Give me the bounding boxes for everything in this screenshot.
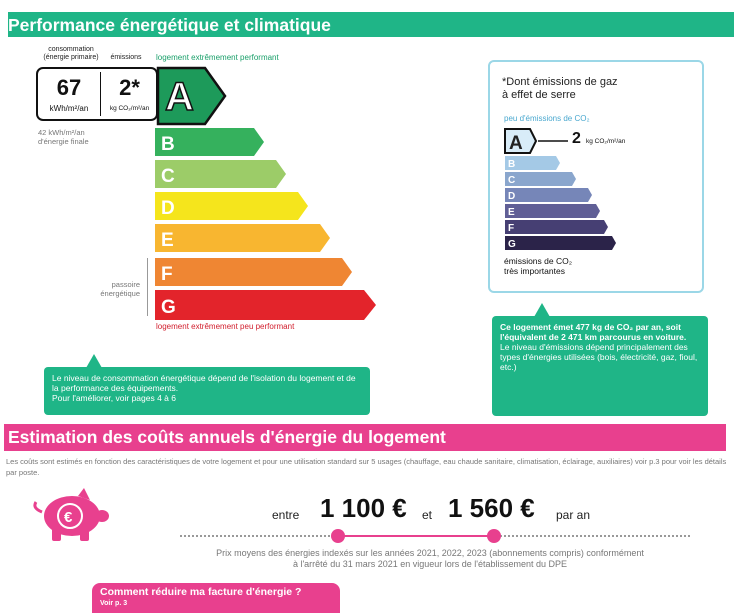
costs-high-value: 1 560 € (448, 493, 535, 523)
energy-scale (150, 60, 390, 340)
ghg-unit: kg CO₂/m²/an (586, 138, 626, 145)
ghg-class-d-letter: D (508, 191, 516, 202)
energy-callout-pointer (86, 354, 102, 368)
ghg-top-label: peu d'émissions de CO₂ (504, 114, 590, 123)
energy-class-c-letter: C (161, 166, 175, 187)
ghg-class-c-arrow (505, 172, 576, 186)
costs-note: Prix moyens des énergies indexés sur les années 2021, 2022, 2023 (abonnements compris) conformément à l'arrêté du 31 mars 2021 en vigueur lors de l'établissement du DPE (216, 548, 644, 569)
consumption-value: 67 (56, 75, 82, 100)
energy-class-g-arrow (155, 290, 376, 320)
ghg-callout-pointer (534, 303, 550, 317)
energy-class-a-letter: A (165, 75, 194, 119)
costs-section-title: Estimation des coûts annuels d'énergie du logement (8, 427, 446, 447)
ghg-box (488, 60, 704, 293)
ghg-callout (492, 316, 708, 416)
consumption-label: consommation (énergie primaire) (43, 46, 99, 61)
ghg-class-e-arrow (505, 204, 600, 218)
ghg-class-b-letter: B (508, 159, 516, 170)
cost-range-bar (337, 535, 494, 537)
cost-low-marker (331, 529, 345, 543)
reduce-bill-title: Comment réduire ma facture d'énergie ? (100, 586, 302, 598)
passoire-bracket (147, 258, 148, 316)
costs-and: et (422, 508, 433, 522)
ghg-value: 2 (572, 130, 581, 147)
ghg-bottom-label: émissions de CO₂ très importantes (504, 256, 573, 276)
costs-intro: Les coûts sont estimés en fonction des caractéristiques de votre logement et pour une utilisation standard sur 5 usages (chauffage, eau chaude sanitaire, climatisation, éclairage, auxiliaires) voir p.3 pour voir les détails par poste. (6, 457, 727, 477)
ghg-class-d-arrow (505, 188, 592, 202)
svg-text:€: € (64, 509, 73, 526)
piggy-bank-icon (28, 486, 112, 544)
energy-class-e-arrow (155, 224, 330, 252)
emissions-label: émissions (110, 54, 142, 61)
ghg-class-f-arrow (505, 220, 608, 234)
ghg-class-c-letter: C (508, 175, 516, 186)
energy-class-d-letter: D (161, 198, 175, 219)
ghg-callout-bold: Ce logement émet 477 kg de CO₂ par an, soit l'équivalent de 2 471 km parcourus en voiture. (500, 322, 687, 342)
ghg-class-e-letter: E (508, 207, 515, 218)
ghg-callout-text: Le niveau d'émissions dépend principalement des types d'énergies utilisées (bois, électricité, gaz, fioul, etc.) (500, 342, 698, 372)
energy-class-d-arrow (155, 192, 308, 220)
ghg-class-g-arrow (505, 236, 616, 250)
energy-bottom-label: logement extrêmement peu performant (156, 322, 295, 331)
reduce-bill-sub: Voir p. 3 (100, 600, 128, 607)
emissions-unit: kg CO₂/m²/an (109, 105, 150, 112)
ghg-class-a-letter: A (509, 133, 523, 154)
consumption-box (36, 67, 158, 121)
ghg-class-g-letter: G (508, 239, 516, 250)
final-energy-note: 42 kWh/m²/an d'énergie finale (38, 128, 89, 146)
passoire-label: passoire énergétique (100, 280, 140, 298)
energy-section-title: Performance énergétique et climatique (8, 15, 331, 35)
cost-high-marker (487, 529, 501, 543)
ghg-class-f-letter: F (508, 223, 515, 234)
energy-callout: Le niveau de consommation énergétique dépend de l'isolation du logement et de la performance des équipements. Pour l'améliorer, voir pages 4 à 6 (44, 367, 370, 415)
ghg-scale (500, 126, 700, 256)
energy-class-f-arrow (155, 258, 352, 286)
energy-class-g-letter: G (161, 297, 176, 318)
consumption-unit: kWh/m²/an (49, 104, 89, 113)
costs-per-year: par an (556, 508, 591, 522)
energy-class-b-letter: B (161, 134, 175, 155)
ghg-title: *Dont émissions de gaz à effet de serre (502, 76, 618, 101)
costs-between: entre (272, 508, 300, 522)
costs-section-header (4, 424, 726, 451)
energy-section-header (8, 12, 734, 37)
costs-low-value: 1 100 € (320, 493, 407, 523)
reduce-bill-link[interactable] (92, 583, 340, 613)
energy-class-f-letter: F (161, 264, 173, 285)
energy-top-label: logement extrêmement performant (156, 53, 279, 62)
emissions-value: 2* (119, 75, 140, 100)
energy-class-e-letter: E (161, 230, 174, 251)
